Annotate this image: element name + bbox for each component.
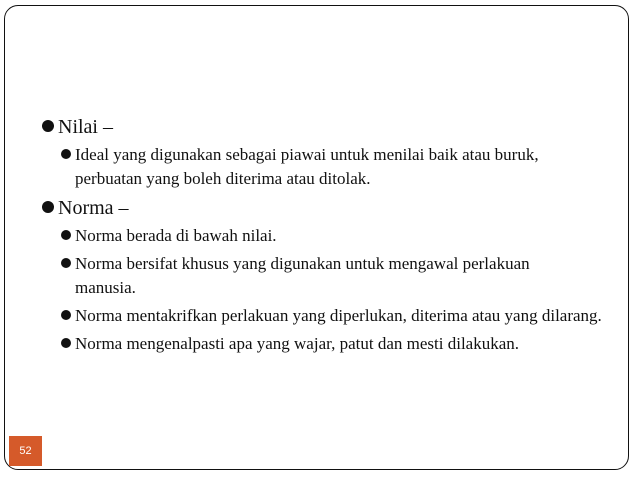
bullet-dot-icon [61,258,71,268]
bullet-dot-icon [61,338,71,348]
item-text: Norma mengenalpasti apa yang wajar, patut dan mesti dilakukan. [75,334,520,353]
bullet-dot-icon [61,149,71,159]
item-text: Ideal yang digunakan sebagai piawai untuk menilai baik atau buruk, perbuatan yang boleh diterima atau ditolak. [75,145,539,188]
slide-body [42,113,602,356]
bullet-item [61,332,542,356]
bullet-item [61,252,552,300]
bullet-item [61,224,602,248]
heading-text: Nilai – [58,116,113,138]
bullet-item [61,304,602,328]
bullet-dot-icon [61,310,71,320]
bullet-item [61,143,562,191]
bullet-heading-nilai [42,113,602,141]
heading-text: Norma – [58,197,129,219]
item-text: Norma mentakrifkan perlakuan yang diperlukan, diterima atau yang dilarang. [75,306,602,325]
bullet-dot-icon [61,230,71,240]
bullet-dot-icon [42,201,54,213]
bullet-heading-norma [42,194,602,222]
item-text: Norma bersifat khusus yang digunakan untuk mengawal perlakuan manusia. [75,254,530,297]
item-text: Norma berada di bawah nilai. [75,226,277,245]
page-number: 52 [9,436,42,466]
bullet-dot-icon [42,120,54,132]
